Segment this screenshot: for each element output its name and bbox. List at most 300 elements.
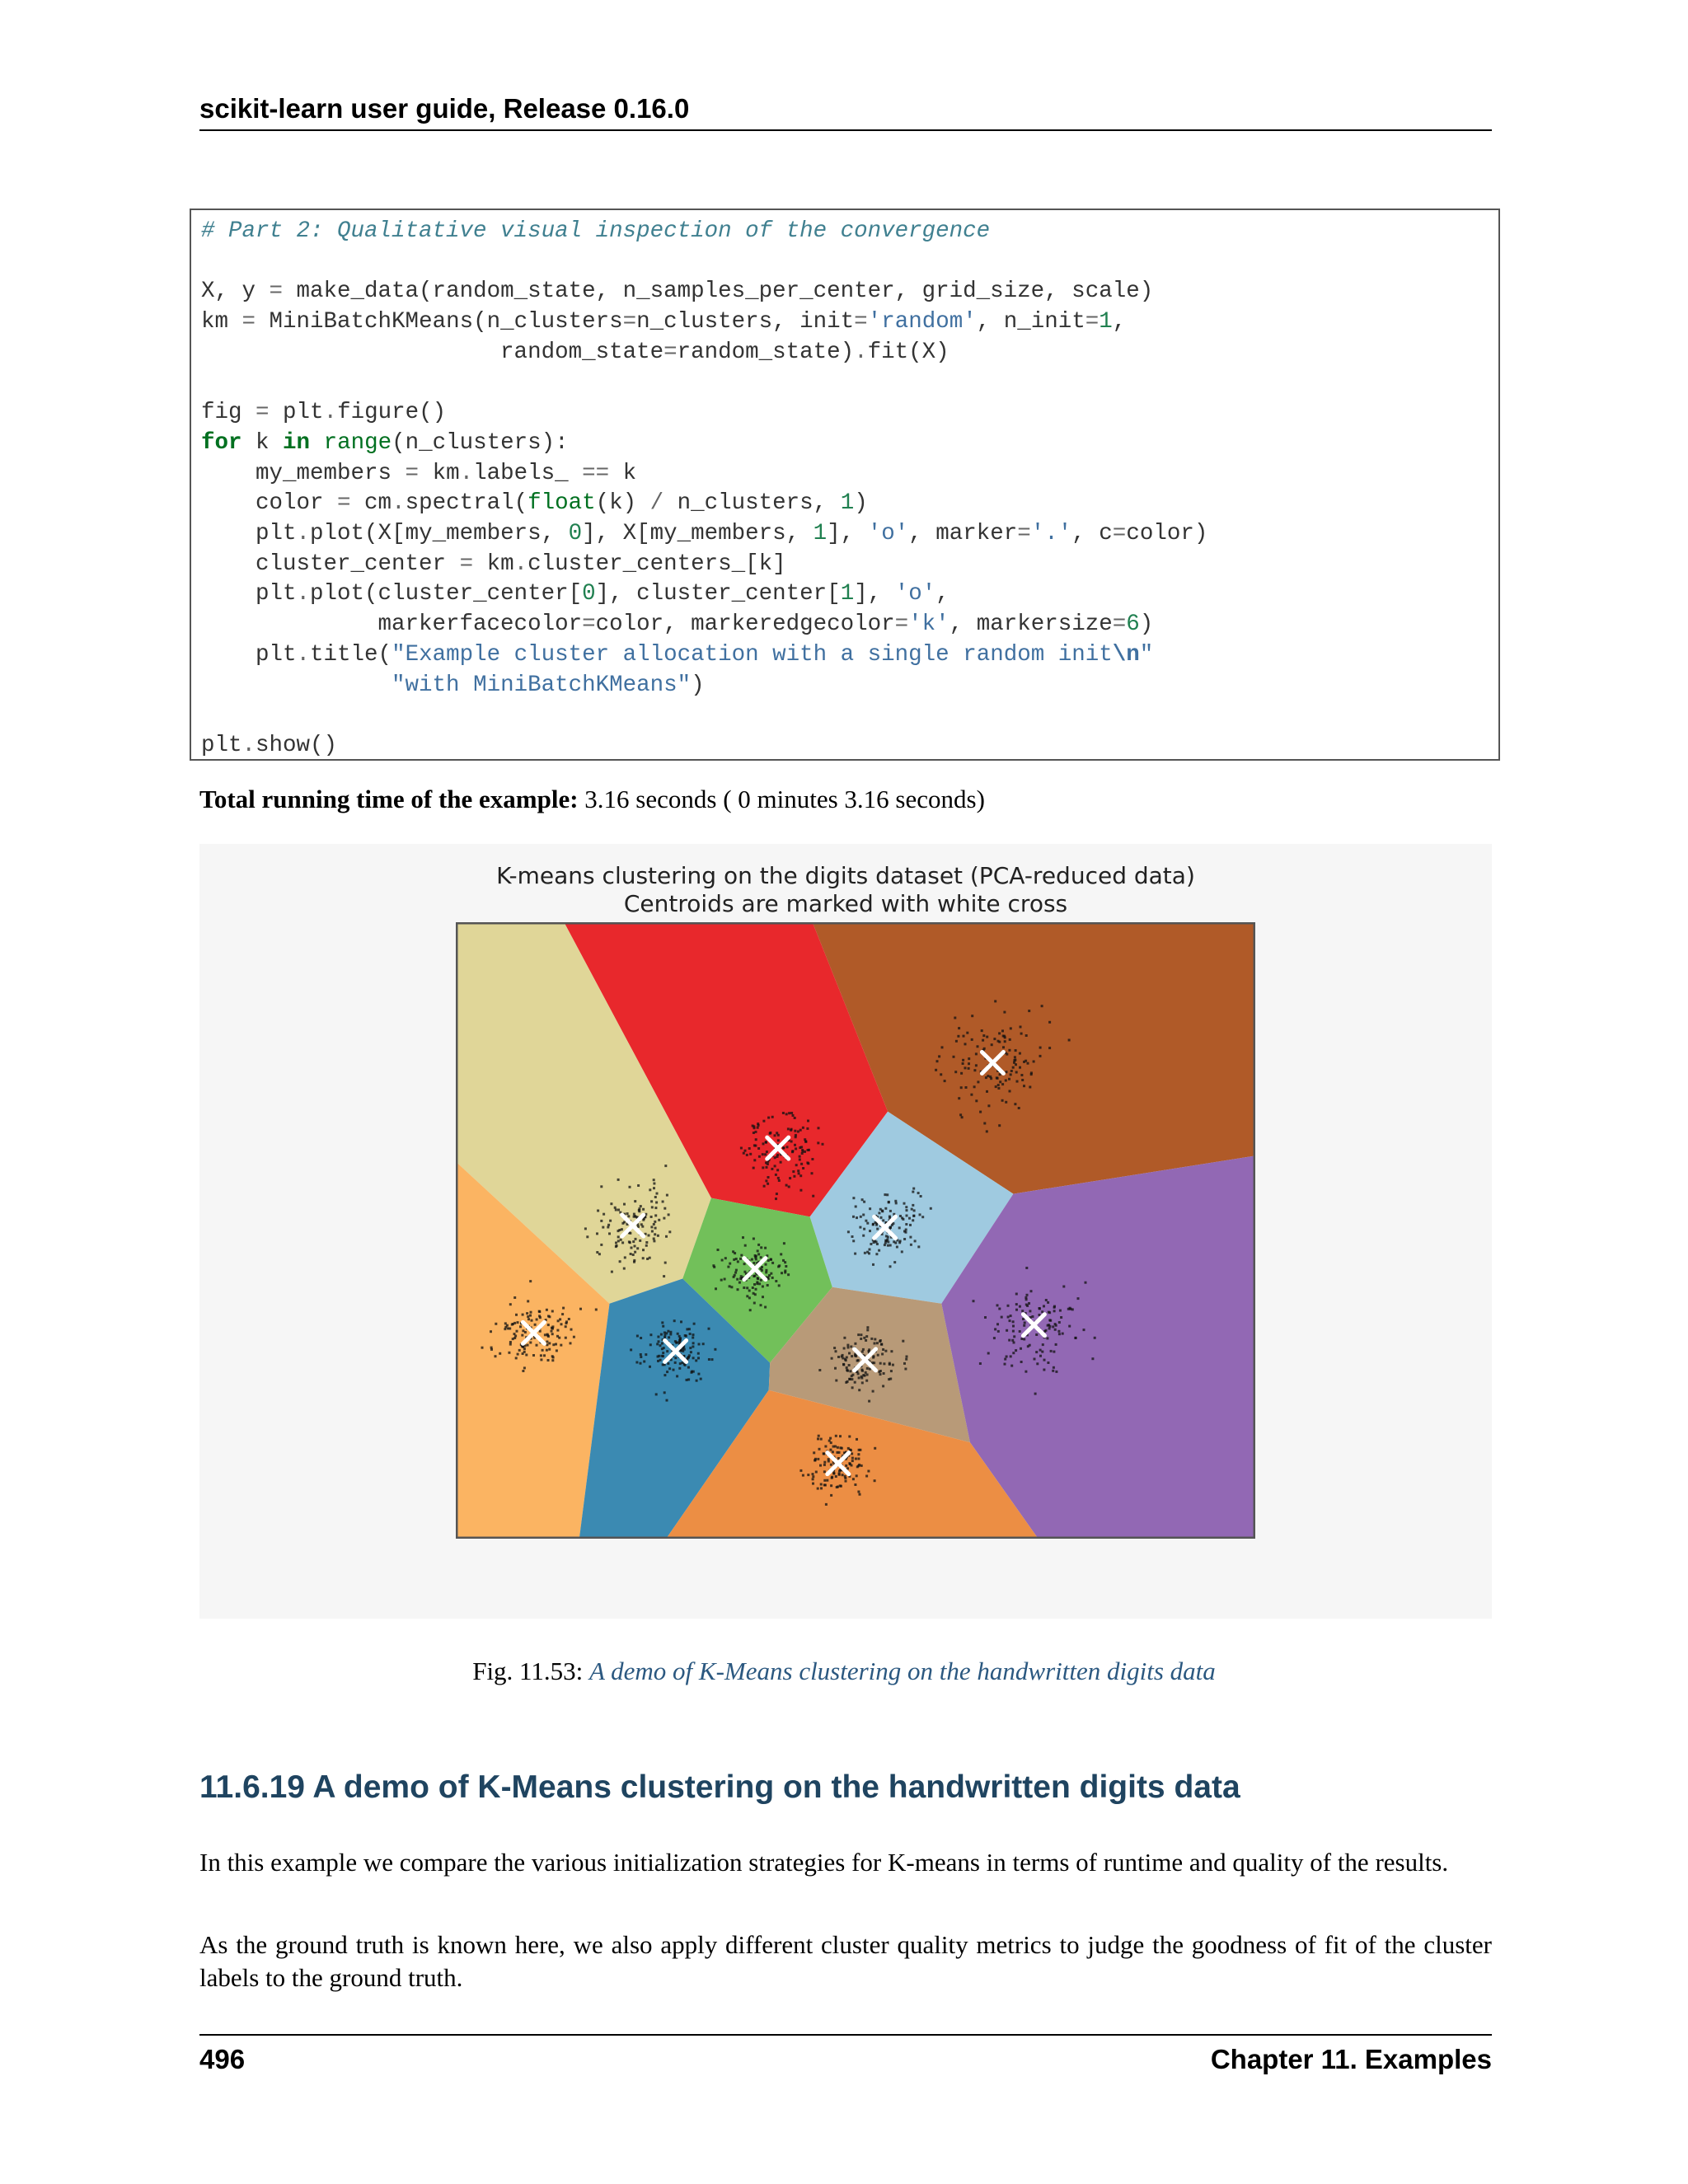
data-point xyxy=(603,1213,605,1216)
data-point xyxy=(767,1183,769,1185)
data-point xyxy=(668,1213,670,1216)
data-point xyxy=(490,1330,492,1333)
data-point xyxy=(692,1346,694,1348)
data-point xyxy=(556,1329,559,1332)
data-point xyxy=(1062,1333,1064,1335)
data-point xyxy=(1034,1393,1037,1395)
data-point xyxy=(825,1503,828,1506)
data-point xyxy=(979,1362,982,1365)
data-point xyxy=(782,1259,785,1262)
data-point xyxy=(560,1344,562,1347)
data-point xyxy=(739,1277,742,1280)
data-point xyxy=(1041,1005,1043,1007)
data-point xyxy=(814,1459,816,1461)
data-point xyxy=(859,1449,861,1451)
data-point xyxy=(757,1127,759,1129)
data-point xyxy=(523,1347,526,1350)
data-point xyxy=(1006,1329,1008,1332)
data-point xyxy=(823,1461,826,1464)
data-point xyxy=(869,1249,871,1251)
data-point xyxy=(667,1362,669,1365)
data-point xyxy=(757,1147,760,1150)
data-point xyxy=(973,1069,976,1071)
data-point xyxy=(998,1032,1001,1034)
data-point xyxy=(874,1240,876,1242)
data-point xyxy=(999,1080,1001,1083)
data-point xyxy=(746,1154,748,1156)
data-point xyxy=(1039,1055,1042,1057)
data-point xyxy=(568,1318,570,1320)
data-point xyxy=(882,1385,884,1387)
data-point xyxy=(522,1329,524,1332)
data-point xyxy=(515,1314,518,1316)
data-point xyxy=(876,1228,879,1230)
data-point xyxy=(893,1240,895,1243)
data-point xyxy=(879,1362,882,1365)
data-point xyxy=(764,1247,767,1249)
data-point xyxy=(1048,1319,1051,1321)
data-point xyxy=(793,1175,795,1178)
data-point xyxy=(851,1235,854,1238)
data-point xyxy=(898,1226,901,1229)
data-point xyxy=(971,1015,973,1017)
data-point xyxy=(776,1169,779,1171)
data-point xyxy=(765,1141,767,1143)
data-point xyxy=(777,1177,780,1179)
data-point xyxy=(990,1077,992,1080)
data-point xyxy=(776,1155,779,1158)
data-point xyxy=(687,1378,690,1380)
data-point xyxy=(792,1114,795,1117)
data-point xyxy=(753,1262,755,1264)
data-point xyxy=(878,1249,880,1252)
data-point xyxy=(964,1066,967,1069)
data-point xyxy=(517,1321,519,1324)
data-point xyxy=(911,1208,913,1211)
data-point xyxy=(998,1041,1001,1043)
data-point xyxy=(534,1324,537,1326)
data-point xyxy=(632,1240,635,1243)
data-point xyxy=(857,1453,860,1455)
data-point xyxy=(1091,1357,1094,1360)
data-point xyxy=(813,1451,815,1454)
data-point xyxy=(857,1333,860,1336)
data-point xyxy=(847,1347,850,1349)
data-point xyxy=(975,1099,978,1102)
data-point xyxy=(663,1374,666,1376)
data-point xyxy=(631,1247,633,1249)
data-point xyxy=(851,1374,854,1376)
data-point xyxy=(512,1338,514,1340)
data-point xyxy=(729,1263,731,1265)
data-point xyxy=(874,1221,877,1224)
data-point xyxy=(787,1273,790,1276)
data-point xyxy=(526,1312,528,1315)
data-point xyxy=(600,1185,603,1188)
data-point xyxy=(996,1304,999,1306)
data-point xyxy=(619,1260,621,1263)
data-point xyxy=(789,1177,791,1179)
data-point xyxy=(615,1242,617,1244)
data-point xyxy=(770,1258,772,1261)
data-point xyxy=(711,1358,714,1361)
data-point xyxy=(560,1323,563,1325)
data-point xyxy=(778,1179,781,1182)
data-point xyxy=(562,1307,565,1310)
data-point xyxy=(635,1361,638,1364)
data-point xyxy=(551,1310,554,1313)
data-point xyxy=(912,1188,915,1190)
data-point xyxy=(852,1216,855,1218)
data-point xyxy=(645,1244,648,1247)
data-point xyxy=(636,1335,639,1338)
data-point xyxy=(850,1346,852,1348)
data-point xyxy=(1019,1330,1021,1333)
data-point xyxy=(902,1340,904,1343)
data-point xyxy=(846,1357,848,1359)
data-point xyxy=(860,1338,862,1340)
data-point xyxy=(854,1253,856,1255)
data-point xyxy=(812,1473,814,1475)
data-point xyxy=(621,1228,623,1230)
data-point xyxy=(579,1308,582,1310)
data-point xyxy=(527,1300,529,1302)
data-point xyxy=(1007,1316,1010,1319)
data-point xyxy=(633,1216,635,1218)
data-point xyxy=(1008,1078,1010,1080)
data-point xyxy=(786,1146,789,1148)
data-point xyxy=(811,1158,814,1160)
data-point xyxy=(1052,1370,1054,1372)
data-point xyxy=(755,1255,757,1258)
data-point xyxy=(1020,1361,1023,1363)
data-point xyxy=(1025,1034,1028,1037)
data-point xyxy=(903,1202,906,1205)
data-point xyxy=(864,1252,866,1254)
data-point xyxy=(815,1471,818,1474)
data-point xyxy=(774,1165,776,1167)
data-point xyxy=(692,1333,695,1336)
data-point xyxy=(851,1460,854,1462)
chart-title: K-means clustering on the digits dataset (PCA-reduced data) xyxy=(496,862,1195,889)
data-point xyxy=(663,1207,666,1210)
data-point xyxy=(856,1474,858,1477)
data-point xyxy=(611,1271,613,1273)
data-point xyxy=(865,1339,867,1342)
data-point xyxy=(762,1142,765,1145)
data-point xyxy=(1039,1307,1041,1310)
code-block xyxy=(190,209,1500,761)
data-point xyxy=(987,1352,990,1355)
data-point xyxy=(889,1226,892,1229)
data-point xyxy=(862,1214,865,1216)
data-point xyxy=(548,1315,551,1318)
data-point xyxy=(662,1352,664,1354)
data-point xyxy=(1045,1329,1048,1332)
data-point xyxy=(752,1125,754,1127)
data-point xyxy=(987,1075,989,1077)
data-point xyxy=(645,1353,647,1356)
data-point xyxy=(817,1458,819,1460)
data-point xyxy=(806,1161,809,1164)
data-point xyxy=(799,1469,802,1472)
data-point xyxy=(919,1213,921,1216)
data-point xyxy=(971,1038,973,1041)
data-point xyxy=(1020,1033,1023,1035)
data-point xyxy=(1070,1308,1072,1310)
code-line: plt.show() xyxy=(201,732,338,758)
data-point xyxy=(663,1332,666,1334)
data-point xyxy=(802,1167,804,1169)
data-point xyxy=(848,1462,851,1465)
data-point xyxy=(836,1486,838,1488)
data-point xyxy=(862,1235,865,1237)
data-point xyxy=(663,1336,666,1338)
data-point xyxy=(797,1131,799,1133)
data-point xyxy=(630,1253,632,1255)
data-point xyxy=(1015,1293,1018,1296)
data-point xyxy=(552,1343,555,1346)
data-point xyxy=(987,1104,990,1107)
data-point xyxy=(686,1379,688,1381)
data-point xyxy=(866,1326,869,1329)
data-point xyxy=(960,1072,963,1075)
data-point xyxy=(600,1244,603,1246)
data-point xyxy=(656,1343,659,1345)
data-point xyxy=(532,1354,535,1357)
data-point xyxy=(531,1319,533,1322)
data-point xyxy=(895,1202,898,1204)
data-point xyxy=(689,1347,692,1349)
data-point xyxy=(653,1223,655,1226)
data-point xyxy=(536,1319,538,1321)
data-point xyxy=(955,1040,958,1043)
data-point xyxy=(1039,1355,1042,1357)
data-point xyxy=(495,1323,497,1325)
data-point xyxy=(660,1333,663,1336)
data-point xyxy=(490,1348,493,1351)
data-point xyxy=(780,1161,782,1164)
data-point xyxy=(1010,1070,1013,1072)
data-point xyxy=(748,1147,751,1150)
page-number: 496 xyxy=(199,2044,246,2074)
data-point xyxy=(737,1288,739,1291)
data-point xyxy=(964,1043,967,1045)
data-point xyxy=(820,1483,823,1486)
data-point xyxy=(828,1440,831,1442)
data-point xyxy=(547,1335,550,1338)
data-point xyxy=(1047,1301,1049,1304)
data-point xyxy=(765,1263,767,1266)
data-point xyxy=(861,1370,864,1372)
data-point xyxy=(906,1209,908,1212)
data-point xyxy=(889,1216,891,1218)
data-point xyxy=(806,1127,809,1130)
data-point xyxy=(1025,1296,1027,1299)
data-point xyxy=(755,1288,757,1291)
data-point xyxy=(614,1207,617,1209)
data-point xyxy=(770,1272,772,1275)
data-point xyxy=(912,1219,914,1221)
data-point xyxy=(757,1122,759,1125)
data-point xyxy=(970,1094,973,1096)
data-point xyxy=(859,1493,861,1496)
data-point xyxy=(743,1271,746,1273)
data-point xyxy=(649,1188,651,1191)
data-point xyxy=(758,1155,761,1158)
data-point xyxy=(996,1076,998,1079)
data-point xyxy=(785,1113,788,1115)
data-point xyxy=(664,1262,667,1264)
data-point xyxy=(795,1147,797,1150)
data-point xyxy=(966,1032,968,1034)
data-point xyxy=(740,1275,743,1277)
data-point xyxy=(628,1240,631,1243)
data-point xyxy=(775,1197,777,1200)
data-point xyxy=(872,1263,874,1266)
data-point xyxy=(890,1370,893,1372)
data-point xyxy=(852,1197,855,1199)
data-point xyxy=(787,1127,790,1130)
data-point xyxy=(837,1356,840,1358)
data-point xyxy=(938,1055,940,1057)
data-point xyxy=(998,1308,1001,1310)
data-point xyxy=(640,1356,642,1358)
data-point xyxy=(908,1217,911,1220)
data-point xyxy=(1026,1294,1029,1296)
data-point xyxy=(668,1367,671,1370)
data-point xyxy=(917,1245,920,1248)
data-point xyxy=(860,1465,863,1467)
data-point xyxy=(866,1367,869,1370)
data-point xyxy=(888,1201,890,1203)
data-point xyxy=(830,1494,832,1497)
data-point xyxy=(565,1325,567,1328)
data-point xyxy=(842,1363,845,1366)
data-point xyxy=(826,1479,828,1482)
data-point xyxy=(640,1337,642,1339)
data-point xyxy=(824,1484,827,1487)
data-point xyxy=(861,1351,864,1353)
data-point xyxy=(954,1071,957,1073)
data-point xyxy=(968,1067,970,1070)
data-point xyxy=(597,1210,599,1212)
data-point xyxy=(794,1144,796,1146)
data-point xyxy=(1031,1315,1034,1318)
data-point xyxy=(546,1309,548,1311)
data-point xyxy=(744,1150,747,1152)
data-point xyxy=(762,1120,765,1122)
data-point xyxy=(886,1193,889,1196)
data-point xyxy=(884,1193,886,1196)
figure-caption-link[interactable]: A demo of K-Means clustering on the handwritten digits data xyxy=(589,1657,1216,1685)
data-point xyxy=(894,1200,897,1202)
data-point xyxy=(700,1378,702,1380)
data-point xyxy=(818,1448,821,1451)
data-point xyxy=(993,1038,996,1040)
data-point xyxy=(540,1354,542,1357)
data-point xyxy=(1039,1349,1042,1352)
data-point xyxy=(504,1328,506,1330)
data-point xyxy=(538,1310,541,1313)
data-point xyxy=(817,1437,819,1440)
data-point xyxy=(697,1357,700,1359)
data-point xyxy=(860,1216,862,1218)
data-point xyxy=(771,1277,774,1279)
data-point xyxy=(960,1086,963,1089)
data-point xyxy=(600,1220,603,1222)
data-point xyxy=(743,1152,745,1155)
data-point xyxy=(621,1241,624,1244)
data-point xyxy=(1009,1090,1011,1093)
data-point xyxy=(851,1457,854,1460)
data-point xyxy=(771,1168,773,1170)
data-point xyxy=(848,1364,851,1366)
chart-subtitle: Centroids are marked with white cross xyxy=(623,890,1068,917)
data-point xyxy=(778,1264,781,1267)
data-point xyxy=(807,1474,809,1476)
data-point xyxy=(863,1228,865,1230)
data-point xyxy=(648,1235,650,1237)
data-point xyxy=(835,1435,837,1437)
data-point xyxy=(667,1330,669,1333)
data-point xyxy=(734,1274,736,1277)
data-point xyxy=(760,1268,762,1270)
data-point xyxy=(991,1043,993,1046)
data-point xyxy=(844,1477,846,1479)
data-point xyxy=(819,1465,822,1467)
section-heading: 11.6.19 A demo of K-Means clustering on the handwritten digits data xyxy=(199,1769,1240,1805)
data-point xyxy=(903,1238,906,1240)
data-point xyxy=(977,1045,979,1047)
data-point xyxy=(758,1282,761,1285)
data-point xyxy=(861,1381,864,1384)
data-point xyxy=(673,1319,676,1322)
data-point xyxy=(640,1205,642,1207)
data-point xyxy=(823,1470,826,1473)
data-point xyxy=(627,1215,630,1217)
data-point xyxy=(784,1270,786,1272)
data-point xyxy=(887,1236,889,1239)
data-point xyxy=(548,1348,551,1351)
data-point xyxy=(720,1279,723,1282)
data-point xyxy=(865,1371,867,1374)
data-point xyxy=(912,1215,915,1217)
data-point xyxy=(936,1060,939,1062)
data-point xyxy=(903,1362,906,1365)
data-point xyxy=(737,1260,739,1263)
data-point xyxy=(1048,1021,1051,1024)
data-point xyxy=(547,1359,550,1361)
data-point xyxy=(638,1207,640,1210)
data-point xyxy=(655,1393,658,1395)
data-point xyxy=(811,1172,814,1174)
data-point xyxy=(679,1337,682,1339)
data-point xyxy=(765,1271,767,1273)
data-point xyxy=(899,1240,902,1242)
data-point xyxy=(1023,1085,1025,1087)
data-point xyxy=(794,1130,796,1132)
data-point xyxy=(1094,1337,1096,1339)
data-point xyxy=(906,1215,908,1217)
data-point xyxy=(842,1354,844,1357)
data-point xyxy=(522,1352,524,1355)
data-point xyxy=(889,1210,892,1212)
data-point xyxy=(1085,1282,1087,1284)
data-point xyxy=(788,1186,790,1188)
data-point xyxy=(1018,1107,1020,1109)
data-point xyxy=(1034,1358,1036,1361)
